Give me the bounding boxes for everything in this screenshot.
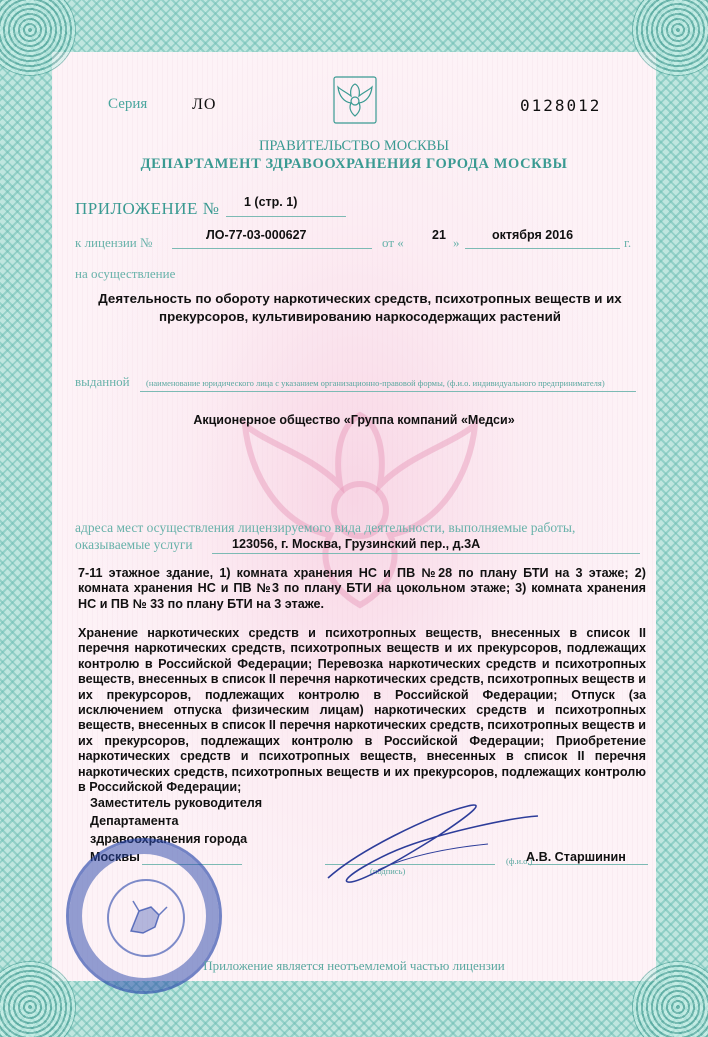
name-hint: (ф.и.о.) (506, 856, 533, 866)
services-text: Хранение наркотических средств и психотропных веществ, внесенных в список II перечня наркотических средств, психотропных веществ и их прекурсоров, подлежащих контролю в Российской Федерации; Перевозка наркотических средств и психотропных веществ, внесенных в список II перечня наркотических средств, психотропных веществ и их прекурсоров, подлежащих контролю в Российской Федерации; Отпуск (за исключением отпуска физическим лицам) наркотических средств и психотропных веществ, внесенных в список II перечня наркотических средств, психотропных веществ и их прекурсоров, подлежащих контролю в Российской Федерации; Приобретение наркотических средств и психотропных веществ, внесенных в список II перечня наркотических средств, психотропных веществ и их прекурсоров, подлежащих контролю в Российской Федерации; (78, 626, 646, 795)
series-label: Серия (108, 96, 148, 112)
license-label: к лицензии № (75, 235, 153, 250)
address-value: 123056, г. Москва, Грузинский пер., д.3А (232, 537, 481, 551)
signatory-position-line-4: Москвы (90, 850, 140, 864)
activity-label: на осуществление (75, 266, 176, 281)
issued-underline (140, 391, 636, 392)
seal-emblem (107, 879, 185, 957)
signatory-name: А.В. Старшинин (526, 850, 626, 864)
license-month-year: октября 2016 (492, 228, 574, 242)
issued-label: выданной (75, 374, 130, 389)
department-title: ДЕПАРТАМЕНТ ЗДРАВООХРАНЕНИЯ ГОРОДА МОСКВЫ (140, 156, 568, 172)
license-number: ЛО-77-03-000627 (206, 228, 307, 242)
signatory-position-line-2: Департамента (90, 814, 179, 828)
series-value: ЛО (192, 96, 217, 113)
saint-george-icon (109, 881, 183, 955)
government-title: ПРАВИТЕЛЬСТВО МОСКВЫ (258, 138, 450, 154)
appendix-label: ПРИЛОЖЕНИЕ № (75, 199, 220, 218)
signatory-position-line-1: Заместитель руководителя (90, 796, 263, 810)
license-date-underline (465, 248, 620, 249)
document-number: 0128012 (520, 96, 602, 115)
signature-hint: (подпись) (370, 866, 406, 876)
handwritten-signature (318, 796, 548, 891)
double-headed-eagle-icon (333, 76, 377, 124)
address-label: адреса мест осуществления лицензируемого вида деятельности, выполняемые работы, оказываемые услуги (75, 520, 576, 552)
address-underline (212, 553, 640, 554)
address-details: 7-11 этажное здание, 1) комната хранения НС и ПВ №28 по плану БТИ на 3 этаже; 2) комната хранения НС и ПВ №3 по плану БТИ на цокольном этаже; 3) комната хранения НС и ПВ № 33 по плану БТИ на 3 этаже. (78, 566, 646, 611)
footer-note: Приложение является неотъемлемой частью лицензии (203, 958, 505, 973)
license-date-from-label: от « (382, 235, 404, 250)
appendix-underline (226, 216, 346, 217)
signatory-position-line-3: здравоохранения города (90, 832, 248, 846)
issued-to: Акционерное общество «Группа компаний «Медси» (193, 413, 515, 427)
name-underline (528, 864, 648, 865)
appendix-value: 1 (стр. 1) (244, 195, 298, 209)
license-year-suffix: г. (624, 235, 632, 250)
issued-hint: (наименование юридического лица с указанием организационно-правовой формы, (ф.и.о. индивидуального предпринимателя) (146, 378, 605, 388)
activity-text: Деятельность по обороту наркотических средств, психотропных веществ и их прекурсоров, культивированию наркосодержащих растений (98, 291, 622, 324)
license-number-underline (172, 248, 372, 249)
license-close-quote: » (453, 235, 460, 250)
license-day: 21 (432, 228, 446, 242)
